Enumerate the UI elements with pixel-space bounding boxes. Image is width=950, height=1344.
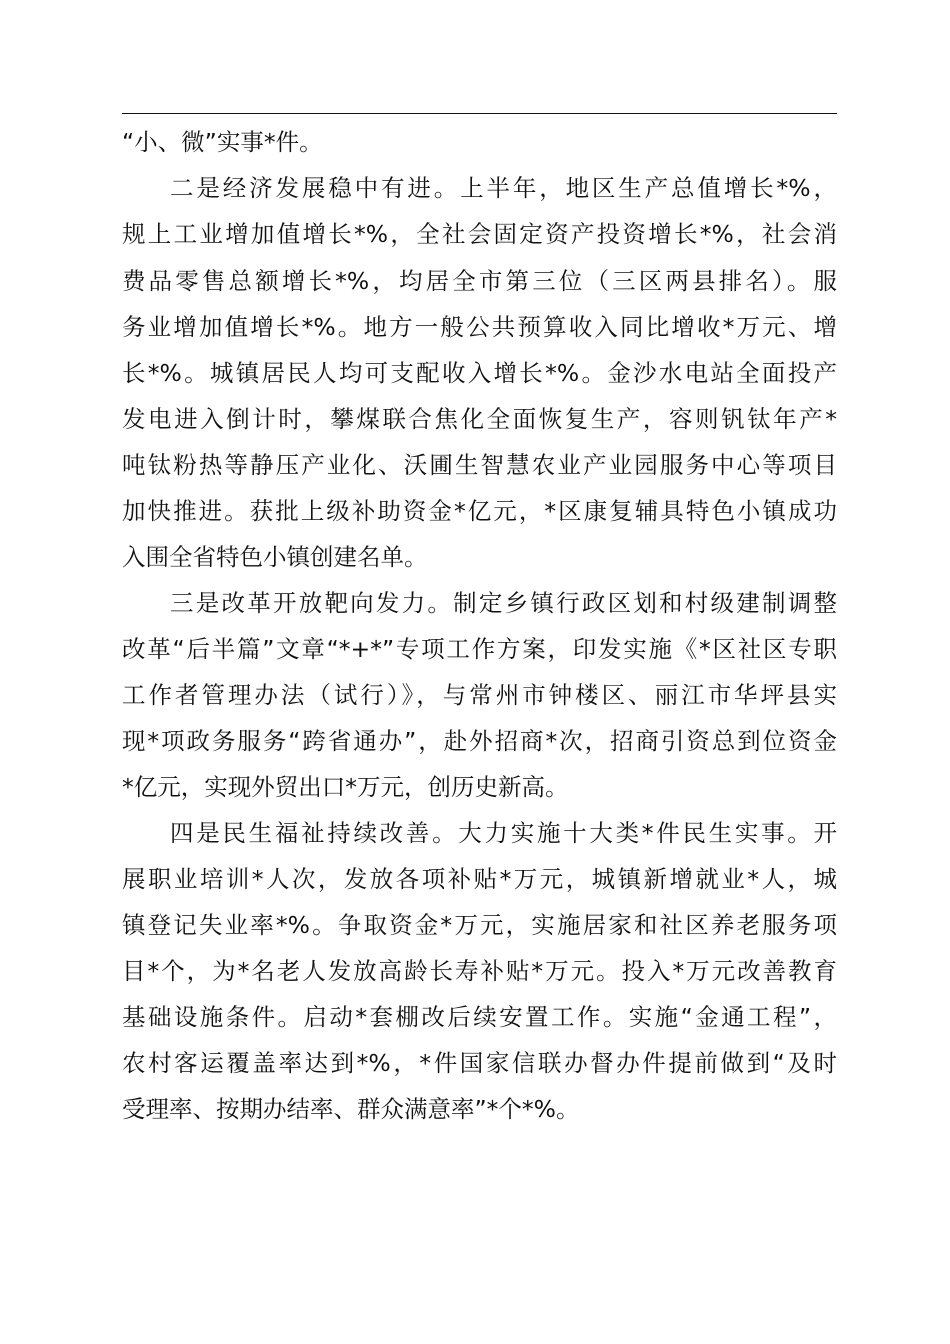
text-line: 发电进入倒计时，攀煤联合焦化全面恢复生产，容则钒钛年产* xyxy=(122,405,837,433)
text-line: 加快推进。获批上级补助资金*亿元，*区康复辅具特色小镇成功 xyxy=(122,497,837,525)
text-line: 费品零售总额增长*%，均居全市第三位（三区两县排名）。服 xyxy=(122,267,837,295)
text-line: 目*个，为*名老人发放高龄长寿补贴*万元。投入*万元改善教育 xyxy=(122,957,837,985)
text-line: 入围全省特色小镇创建名单。 xyxy=(122,543,428,571)
paragraph-2-line: 二是经济发展稳中有进。上半年，地区生产总值增长*%， xyxy=(170,174,837,202)
paragraph-3-line: 三是改革开放靶向发力。制定乡镇行政区划和村级建制调整 xyxy=(170,589,837,617)
text-line: 规上工业增加值增长*%，全社会固定资产投资增长*%，社会消 xyxy=(122,220,837,248)
text-line: 基础设施条件。启动*套棚改后续安置工作。实施“金通工程”， xyxy=(122,1003,837,1031)
text-line: 受理率、按期办结率、群众满意率”*个*%。 xyxy=(122,1095,580,1123)
text-line: 吨钛粉热等静压产业化、沃圃生智慧农业产业园服务中心等项目 xyxy=(122,451,837,479)
text-line: 工作者管理办法（试行）》，与常州市钟楼区、丽江市华坪县实 xyxy=(122,681,837,709)
text-line: *亿元，实现外贸出口*万元，创历史新高。 xyxy=(122,773,569,801)
text-line: 长*%。城镇居民人均可支配收入增长*%。金沙水电站全面投产 xyxy=(122,359,837,387)
text-line: 务业增加值增长*%。地方一般公共预算收入同比增收*万元、增 xyxy=(122,313,837,341)
text-line: 镇登记失业率*%。争取资金*万元，实施居家和社区养老服务项 xyxy=(122,911,837,939)
text-line: 农村客运覆盖率达到*%，*件国家信联办督办件提前做到“及时 xyxy=(122,1049,837,1077)
paragraph-4-line: 四是民生福祉持续改善。大力实施十大类*件民生实事。开 xyxy=(170,819,837,847)
text-line: 现*项政务服务“跨省通办”，赴外招商*次，招商引资总到位资金 xyxy=(122,727,837,755)
text-line: 展职业培训*人次，发放各项补贴*万元，城镇新增就业*人，城 xyxy=(122,865,837,893)
text-line: “小、微”实事*件。 xyxy=(122,128,323,156)
header-rule xyxy=(122,113,837,114)
text-line: 改革“后半篇”文章“*+*”专项工作方案，印发实施《*区社区专职 xyxy=(122,635,837,663)
